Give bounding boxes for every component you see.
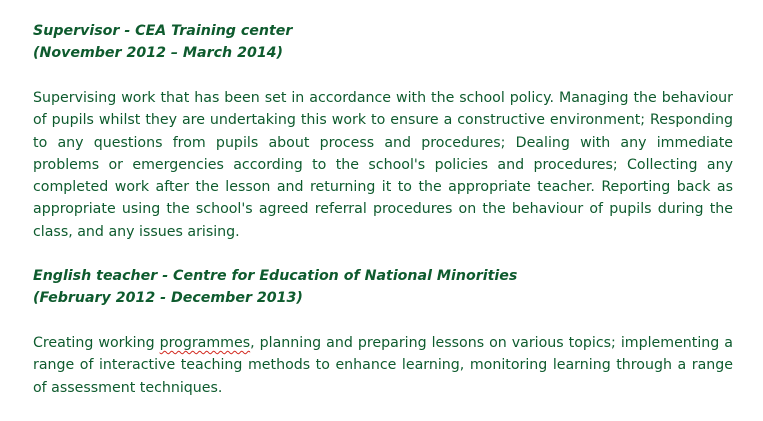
job-description: [33, 332, 733, 399]
description-text: Creating working: [33, 335, 160, 351]
job-title: Supervisor - CEA Training center: [33, 23, 293, 39]
spellcheck-flagged-word[interactable]: programmes: [159, 335, 251, 351]
job-period: (February 2012 - December 2013): [33, 290, 303, 306]
job-title: English teacher - Centre for Education of National Minorities: [33, 268, 518, 284]
job-entry-english-teacher: [33, 265, 733, 309]
job-entry-supervisor: [33, 20, 733, 64]
job-description: Supervising work that has been set in accordance with the school policy. Managing the behaviour of pupils whilst they are undertaking this work to ensure a constructive environment; Responding to any questions from pupils about process and procedures; Dealing with any immediate problems or emergencies according to the school's policies and procedures; Collecting any completed work after the lesson and returning it to the appropriate teacher. Reporting back as appropriate using the school's agreed referral procedures on the behaviour of pupils during the class, and any issues arising.: [33, 90, 733, 240]
description-text: , planning and preparing lessons on various topics; implementing a range of interactive teaching methods to enhance learning, monitoring learning through a range of assessment techniques.: [33, 335, 733, 396]
job-period: (November 2012 – March 2014): [33, 45, 284, 61]
